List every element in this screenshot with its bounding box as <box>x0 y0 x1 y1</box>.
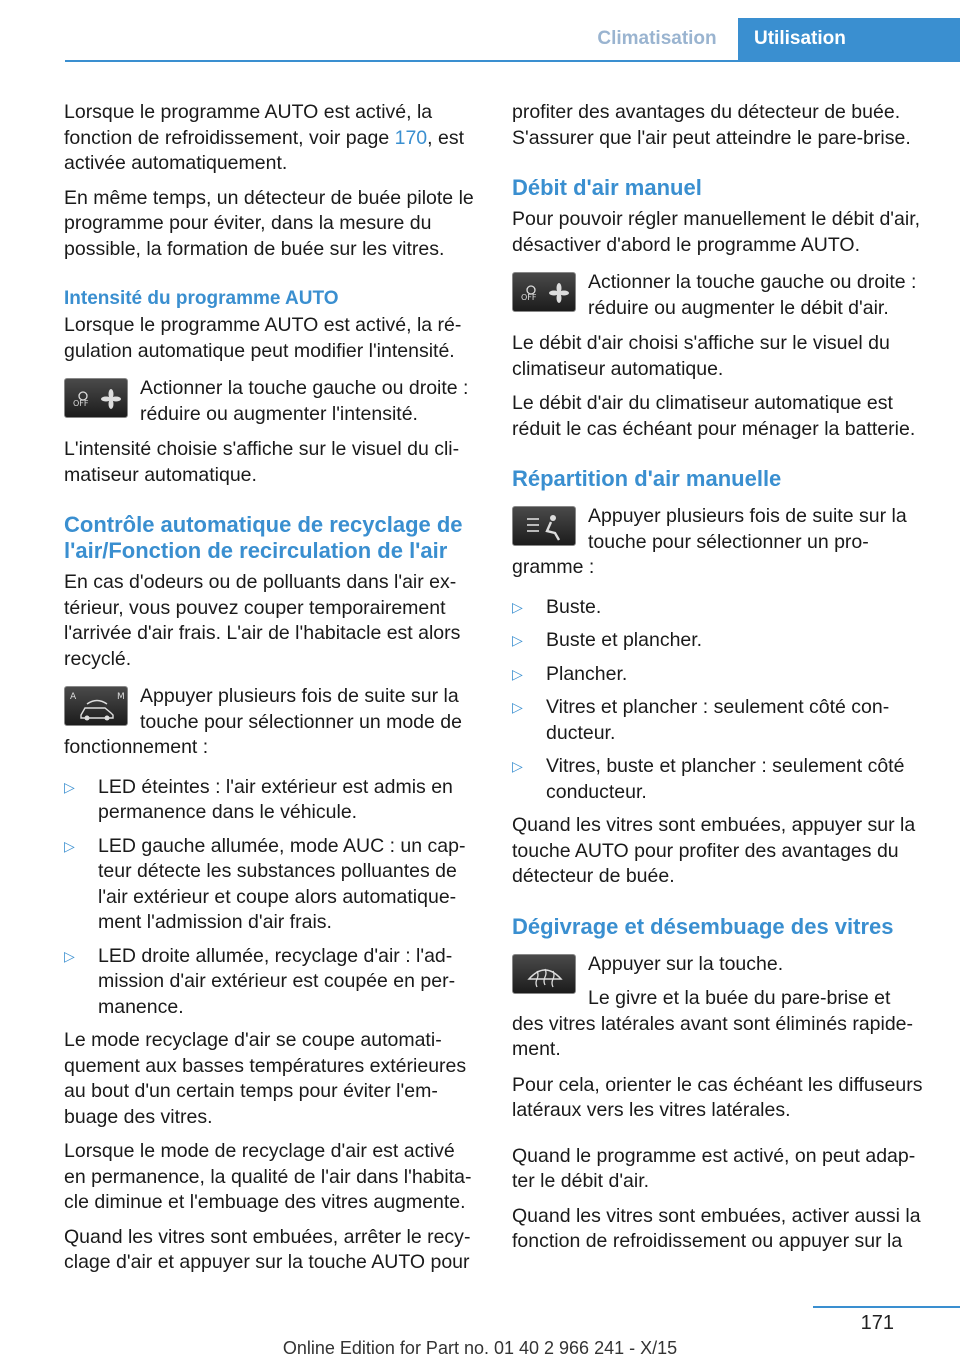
triangle-bullet-icon: ▷ <box>64 947 75 964</box>
instruction-text: Appuyer plusieurs fois de suite sur la touche pour sélectionner un mode de fonctionnement : <box>64 685 462 758</box>
recirculation-button-icon <box>64 686 128 726</box>
instruction-text: Actionner la touche gauche ou droite : réduire ou augmenter l'intensité. <box>140 377 469 425</box>
button-instruction <box>512 270 926 321</box>
triangle-bullet-icon: ▷ <box>512 699 523 715</box>
page-header <box>0 0 960 62</box>
paragraph: Quand les vitres sont embuées, activer aussi la fonction de refroidissement ou appuyer sur la <box>512 1204 921 1252</box>
list-item: ▷ Vitres, buste et plancher : seulement côté conducteur. <box>512 755 905 803</box>
list-item: ▷ Buste. <box>512 595 926 621</box>
svg-text:A: A <box>70 692 77 702</box>
heading-defrost: Dégivrage et désembuage des vitres <box>512 913 894 939</box>
fan-speed-button-icon <box>512 272 576 312</box>
right-column <box>512 100 926 1264</box>
triangle-bullet-icon: ▷ <box>512 632 523 648</box>
button-instruction <box>64 376 478 427</box>
paragraph: Lorsque le programme AUTO est activé, la fonction de refroidissement, voir page 170, est activée automatiquement. <box>64 101 465 174</box>
paragraph: En même temps, un détecteur de buée pilote le programme pour éviter, dans la mesure du possible, la formation de buée sur les vitres. <box>64 186 474 260</box>
edition-notice: Online Edition for Part no. 01 40 2 966 241 - X/15 <box>282 1338 678 1358</box>
list-item: ▷ LED éteintes : l'air extérieur est admis en permanence dans le véhicule. <box>64 775 453 823</box>
paragraph: Quand les vitres sont embuées, arrêter le recyclage d'air et appuyer sur la touche AUTO pour <box>64 1225 471 1273</box>
list-item: ▷ Buste et plancher. <box>512 628 926 654</box>
paragraph: Lorsque le mode de recyclage d'air est activé en permanence, la qualité de l'air dans l'habitacle diminue et l'embuage des vitres augmente. <box>64 1140 472 1213</box>
button-instruction <box>64 684 478 761</box>
svg-text:OFF: OFF <box>521 293 537 302</box>
svg-text:OFF: OFF <box>73 399 89 408</box>
list-item: ▷ Vitres et plancher : seulement côté conducteur. <box>512 696 890 744</box>
page-footer <box>0 1290 960 1362</box>
paragraph: Lorsque le programme AUTO est activé, la régulation automatique peut modifier l'intensité. <box>64 314 462 362</box>
paragraph: L'intensité choisie s'affiche sur le visuel du climatiseur automatique. <box>64 438 460 486</box>
section-tab[interactable]: Climatisation <box>597 28 717 49</box>
air-distribution-list <box>512 595 926 806</box>
paragraph: Quand les vitres sont embuées, appuyer sur la touche AUTO pour profiter des avantages du détecteur de buée. <box>512 814 916 887</box>
paragraph: En cas d'odeurs ou de polluants dans l'air extérieur, vous pouvez couper temporairement l'arrivée d'air frais. L'air de l'habitacle est alors recyclé. <box>64 571 461 670</box>
paragraph: Le débit d'air choisi s'affiche sur le visuel du climatiseur automatique. <box>512 332 890 380</box>
instruction-text: Appuyer plusieurs fois de suite sur la touche pour sélectionner un programme : <box>512 505 907 578</box>
air-distribution-button-icon <box>512 506 576 546</box>
paragraph: Pour pouvoir régler manuellement le débit d'air, désactiver d'abord le programme AUTO. <box>512 208 921 256</box>
page-number: 171 <box>860 1312 894 1334</box>
paragraph: Le mode recyclage d'air se coupe automatiquement aux basses températures extérieures au bout d'un certain temps pour éviter l'embuage des vitres. <box>64 1029 467 1128</box>
triangle-bullet-icon: ▷ <box>512 598 523 615</box>
paragraph: Quand le programme est activé, on peut adapter le débit d'air. <box>512 1144 916 1192</box>
list-item: ▷ LED gauche allumée, mode AUC : un capteur détecte les substances polluantes de l'air extérieur et coupe alors automatiquement l'admission d'air frais. <box>64 834 466 933</box>
header-rule <box>65 60 960 62</box>
page-link[interactable]: 170 <box>394 126 428 149</box>
button-instruction <box>512 504 926 581</box>
list-item: ▷ Plancher. <box>512 662 926 688</box>
triangle-bullet-icon: ▷ <box>64 778 75 795</box>
heading-recirculation: Contrôle automatique de recyclage de l'air/Fonction de recirculation de l'air <box>64 512 463 563</box>
paragraph: profiter des avantages du détecteur de buée. S'assurer que l'air peut atteindre le pare-brise. <box>512 101 911 149</box>
heading-manual-airflow: Débit d'air manuel <box>512 175 702 200</box>
subheading-intensity: Intensité du programme AUTO <box>64 288 339 309</box>
recirculation-mode-list <box>64 775 478 1021</box>
paragraph: Le débit d'air du climatiseur automatique est réduit le cas échéant pour ménager la batterie. <box>512 392 916 440</box>
footer-rule <box>813 1306 960 1308</box>
current-chapter-tab[interactable]: Utilisation <box>738 18 960 60</box>
instruction-text: Actionner la touche gauche ou droite : réduire ou augmenter le débit d'air. <box>588 271 917 319</box>
triangle-bullet-icon: ▷ <box>512 665 523 682</box>
button-instruction <box>512 952 926 1063</box>
instruction-text: Appuyer sur la touche. <box>588 952 784 975</box>
paragraph: Pour cela, orienter le cas échéant les diffuseurs latéraux vers les vitres latérales. <box>512 1073 923 1121</box>
fan-off-button-icon <box>64 378 128 418</box>
left-column <box>64 100 478 1285</box>
windshield-defrost-button-icon <box>512 954 576 994</box>
triangle-bullet-icon: ▷ <box>512 758 523 774</box>
triangle-bullet-icon: ▷ <box>64 837 75 854</box>
instruction-text: Le givre et la buée du pare-brise et des vitres latérales avant sont éliminés rapidement. <box>512 987 914 1060</box>
svg-text:M: M <box>117 692 125 702</box>
heading-air-distribution: Répartition d'air manuelle <box>512 466 782 491</box>
list-item: ▷ LED droite allumée, recyclage d'air : l'admission d'air extérieur est coupée en permanence. <box>64 944 456 1018</box>
